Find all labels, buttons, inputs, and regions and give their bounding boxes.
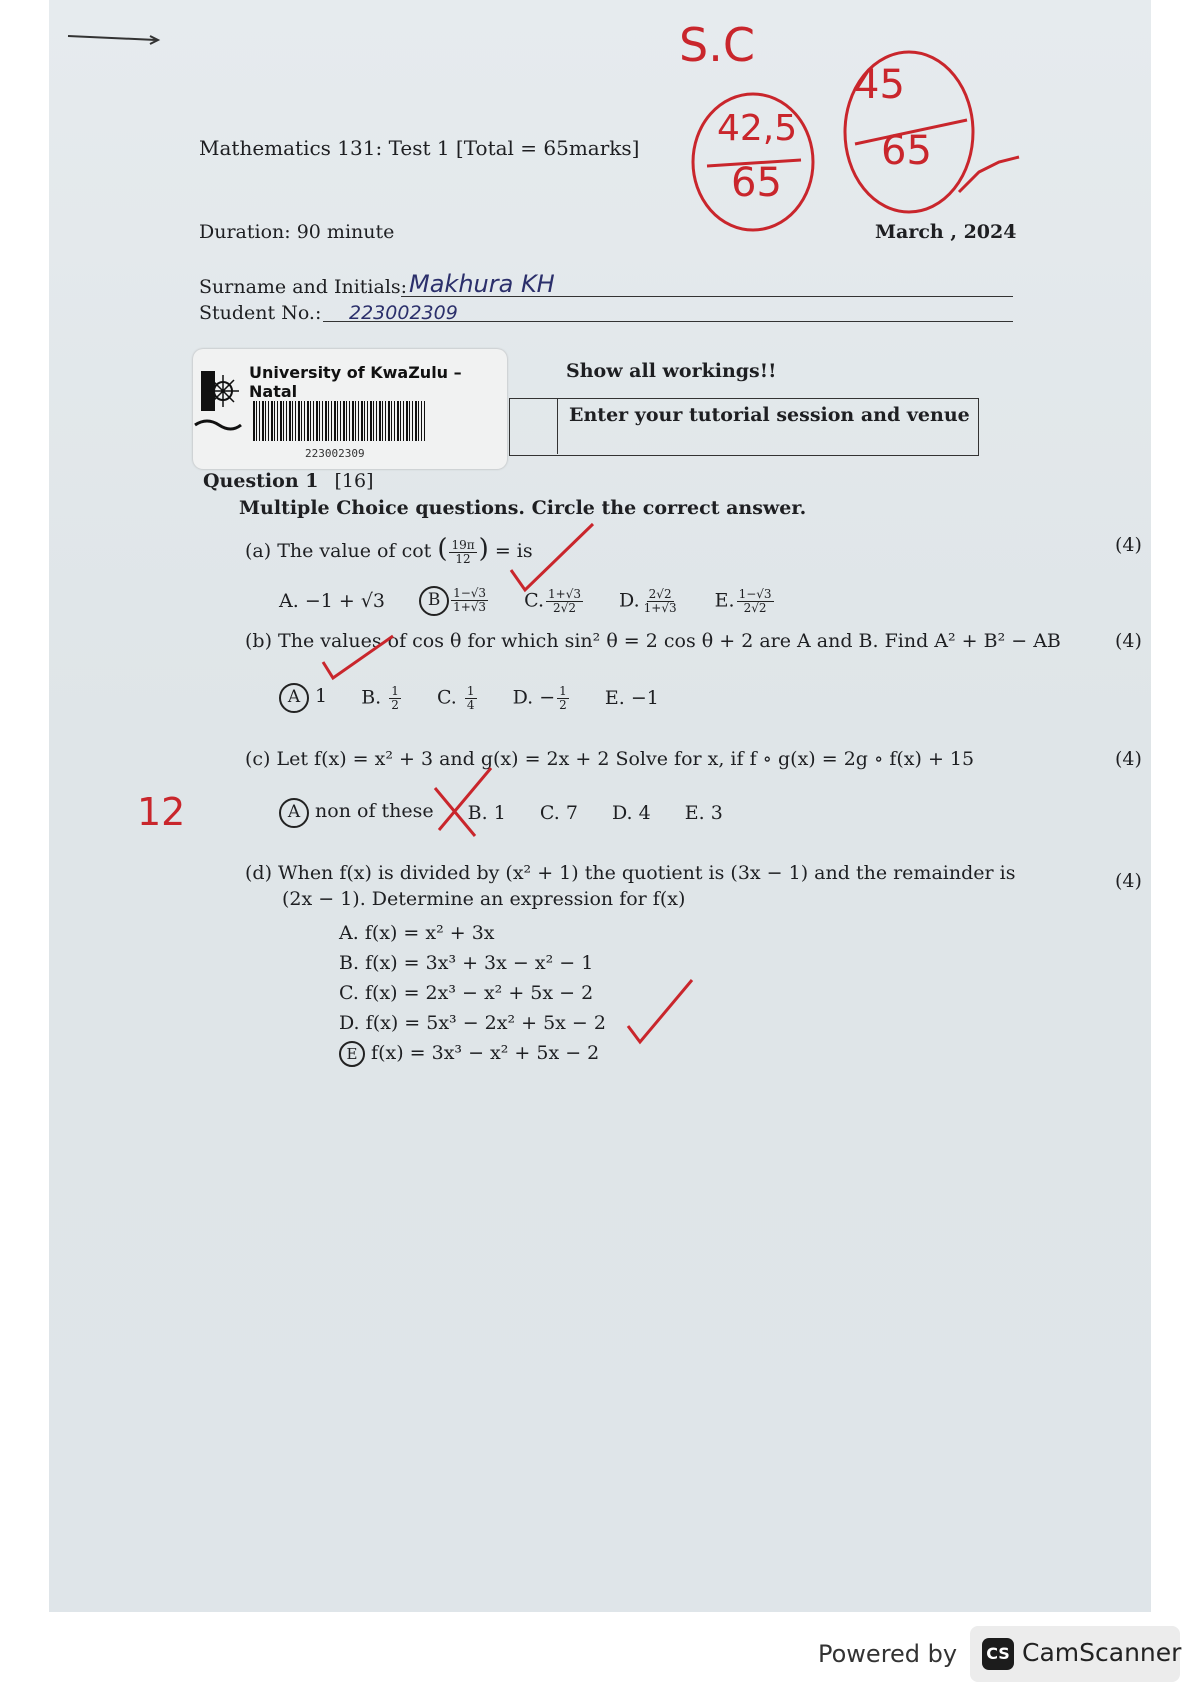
part-a-marks: (4): [1115, 534, 1142, 556]
test-date: March , 2024: [875, 221, 1017, 243]
option-d-E-selected[interactable]: E f(x) = 3x³ − x² + 5x − 2: [339, 1038, 606, 1068]
show-workings: Show all workings!!: [566, 360, 777, 382]
option-d-D[interactable]: D. f(x) = 5x³ − 2x² + 5x − 2: [339, 1012, 606, 1034]
score1-denominator: 65: [731, 160, 782, 206]
barcode-number: 223002309: [305, 447, 365, 460]
part-d-options: [339, 918, 606, 1068]
top-mark: S.C: [679, 18, 755, 72]
option-d-A[interactable]: A. f(x) = x² + 3x: [339, 922, 495, 944]
score2-denominator: 65: [881, 128, 932, 174]
score1-numerator: 42,5: [717, 108, 798, 149]
option-c-B[interactable]: B. 1: [467, 802, 506, 824]
part-a-text: The value of cot: [277, 540, 432, 562]
option-c-D[interactable]: D. 4: [611, 802, 651, 824]
question-number: Question 1: [203, 470, 319, 492]
option-b-C[interactable]: C. $\frac{1}{4}$: [436, 683, 475, 712]
score2-numerator: 45: [854, 62, 905, 108]
student-no-label: Student No.:: [199, 302, 322, 324]
ukzn-logo-icon: [193, 363, 243, 463]
student-sticker: [193, 349, 507, 469]
part-d-stem: [245, 862, 1015, 884]
option-a-D[interactable]: D. $\frac{2√2}{1+√3}$: [619, 586, 677, 615]
option-b-B[interactable]: B. $\frac{1}{2}$: [361, 683, 399, 712]
part-d-marks: (4): [1115, 870, 1142, 892]
part-b-marks: (4): [1115, 630, 1142, 652]
option-d-C[interactable]: C. f(x) = 2x³ − x² + 5x − 2: [339, 982, 594, 1004]
part-b-text: The values of cos θ for which sin² θ = 2 cos θ + 2 are A and B. Find A² + B² − AB: [278, 630, 1061, 652]
option-a-A[interactable]: A. −1 + √3: [279, 590, 386, 612]
part-c-options: [279, 798, 751, 828]
camscanner-logo-icon: CS: [982, 1638, 1014, 1670]
camscanner-badge: [970, 1626, 1180, 1682]
option-d-B[interactable]: B. f(x) = 3x³ + 3x − x² − 1: [339, 952, 594, 974]
part-c-text: Let f(x) = x² + 3 and g(x) = 2x + 2 Solve for x, if f ∘ g(x) = 2g ∘ f(x) + 15: [276, 748, 975, 770]
part-d-label: (d): [245, 862, 272, 884]
part-c-stem: [245, 748, 974, 770]
part-a-label: (a): [245, 540, 272, 562]
part-c-label: (c): [245, 748, 271, 770]
question-title: [203, 470, 374, 492]
surname-label: Surname and Initials:: [199, 276, 408, 298]
powered-by: Powered by: [818, 1640, 958, 1668]
question-instruction: Multiple Choice questions. Circle the correct answer.: [239, 497, 807, 519]
pen-stroke-icon: [66, 28, 166, 48]
camscanner-name: CamScanner: [1022, 1638, 1182, 1667]
option-b-D[interactable]: D. − $\frac{1}{2}$: [512, 683, 567, 712]
option-b-E[interactable]: E. −1: [604, 687, 659, 709]
option-a-B-selected[interactable]: B $\frac{1-√3}{1+√3}$: [419, 586, 490, 616]
option-b-A-selected[interactable]: A 1: [279, 683, 327, 713]
tutorial-prompt: Enter your tutorial session and venue: [569, 404, 970, 426]
duration: Duration: 90 minute: [199, 221, 395, 243]
option-c-E[interactable]: E. 3: [684, 802, 723, 824]
option-a-C[interactable]: C. $\frac{1+√3}{2√2}$: [524, 586, 581, 615]
university-name: University of KwaZulu – Natal: [249, 363, 462, 401]
surname-value[interactable]: Makhura KH: [409, 270, 555, 298]
exam-page: [49, 0, 1151, 1612]
student-no-value[interactable]: 223002309: [349, 302, 458, 324]
part-a-stem: (a) The value of cot ( $\frac{19\pi}{12}$ ) = is: [245, 534, 533, 566]
question-marks: [16]: [334, 470, 374, 492]
option-c-C[interactable]: C. 7: [539, 802, 578, 824]
option-a-E[interactable]: E. $\frac{1-√3}{2√2}$: [714, 586, 772, 615]
part-a-options: [279, 586, 804, 616]
part-b-options: [279, 683, 687, 713]
part-a-text-after: = is: [494, 540, 533, 562]
part-d-text-2: (2x − 1). Determine an expression for f(x): [282, 888, 686, 910]
tutorial-divider: [557, 398, 558, 454]
q1-score: 12: [137, 790, 186, 834]
part-a-fraction: $\frac{19\pi}{12}$: [451, 537, 475, 566]
part-c-marks: (4): [1115, 748, 1142, 770]
part-d-text-1: When f(x) is divided by (x² + 1) the quotient is (3x − 1) and the remainder is: [278, 862, 1016, 884]
tick-icon: [624, 976, 704, 1056]
test-title: Mathematics 131: Test 1 [Total = 65marks]: [199, 136, 640, 160]
tick-icon: [319, 632, 399, 682]
barcode: [253, 401, 425, 441]
option-c-A-selected[interactable]: A non of these: [279, 798, 434, 828]
part-b-label: (b): [245, 630, 272, 652]
